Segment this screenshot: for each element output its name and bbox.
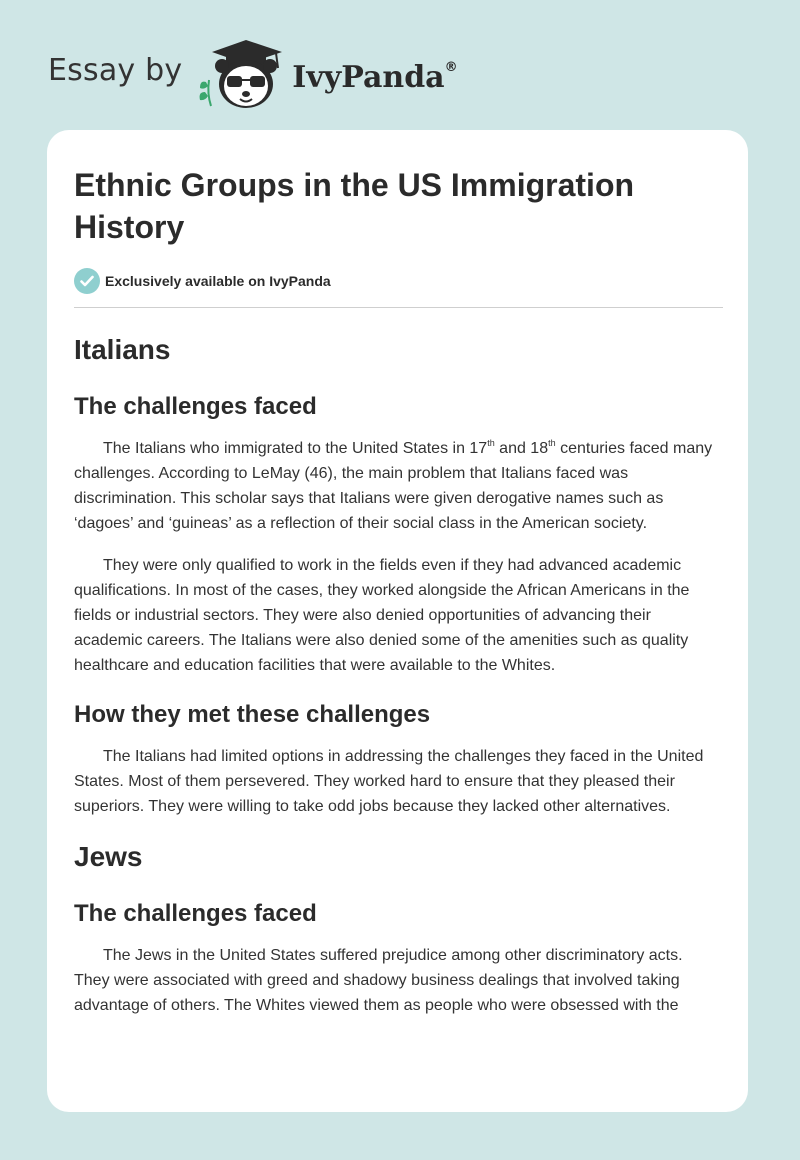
article-title: Ethnic Groups in the US Immigration History [74,167,635,245]
subsection-heading: The challenges faced [74,900,317,927]
registered-mark: ® [444,59,458,75]
paragraph: The Italians who immigrated to the United States in 17th and 18th centuries faced many challenges. According to LeMay (46), the main problem that Italians faced was discrimination. This scholar says that Italians were given derogative names such as ‘dagoes’ and ‘guineas’ as a reflection of their social class in the American society. [74,438,713,532]
brand-name[interactable]: IvyPanda® [292,59,458,95]
paragraph: The Italians had limited options in addressing the challenges they faced in the United States. Most of them persevered. They worked hard to ensure that they pleased their superiors. They were willing to take odd jobs because they lacked other alternatives. [74,748,704,815]
subsection-heading: How they met these challenges [74,701,431,728]
paragraph: The Jews in the United States suffered prejudice among other discriminatory acts. They were associated with greed and shadowy business dealings that involved taking advantage of others. The Whites viewed them as people who were obsessed with the [74,947,683,1014]
check-circle-icon [74,268,100,294]
divider [74,307,723,308]
section-heading: Jews [74,841,143,872]
section-heading: Italians [74,334,171,365]
ivy-leaf-icon [200,80,211,106]
panda-graduate-icon[interactable] [196,36,288,112]
article-card [47,130,748,1112]
essay-by-label: Essay by [48,52,183,88]
site-header [48,34,508,114]
exclusive-text: Exclusively available on IvyPanda [105,273,331,289]
paragraph: They were only qualified to work in the fields even if they had advanced academic qualifications. In most of the cases, they worked alongside the African Americans in the fields or industrial sectors. They were also denied opportunities of advancing their academic careers. The Italians were also denied some of the amenities such as quality healthcare and education facilities that were available to the Whites. [74,557,690,674]
exclusive-badge [74,266,721,296]
subsection-heading: The challenges faced [74,393,317,420]
